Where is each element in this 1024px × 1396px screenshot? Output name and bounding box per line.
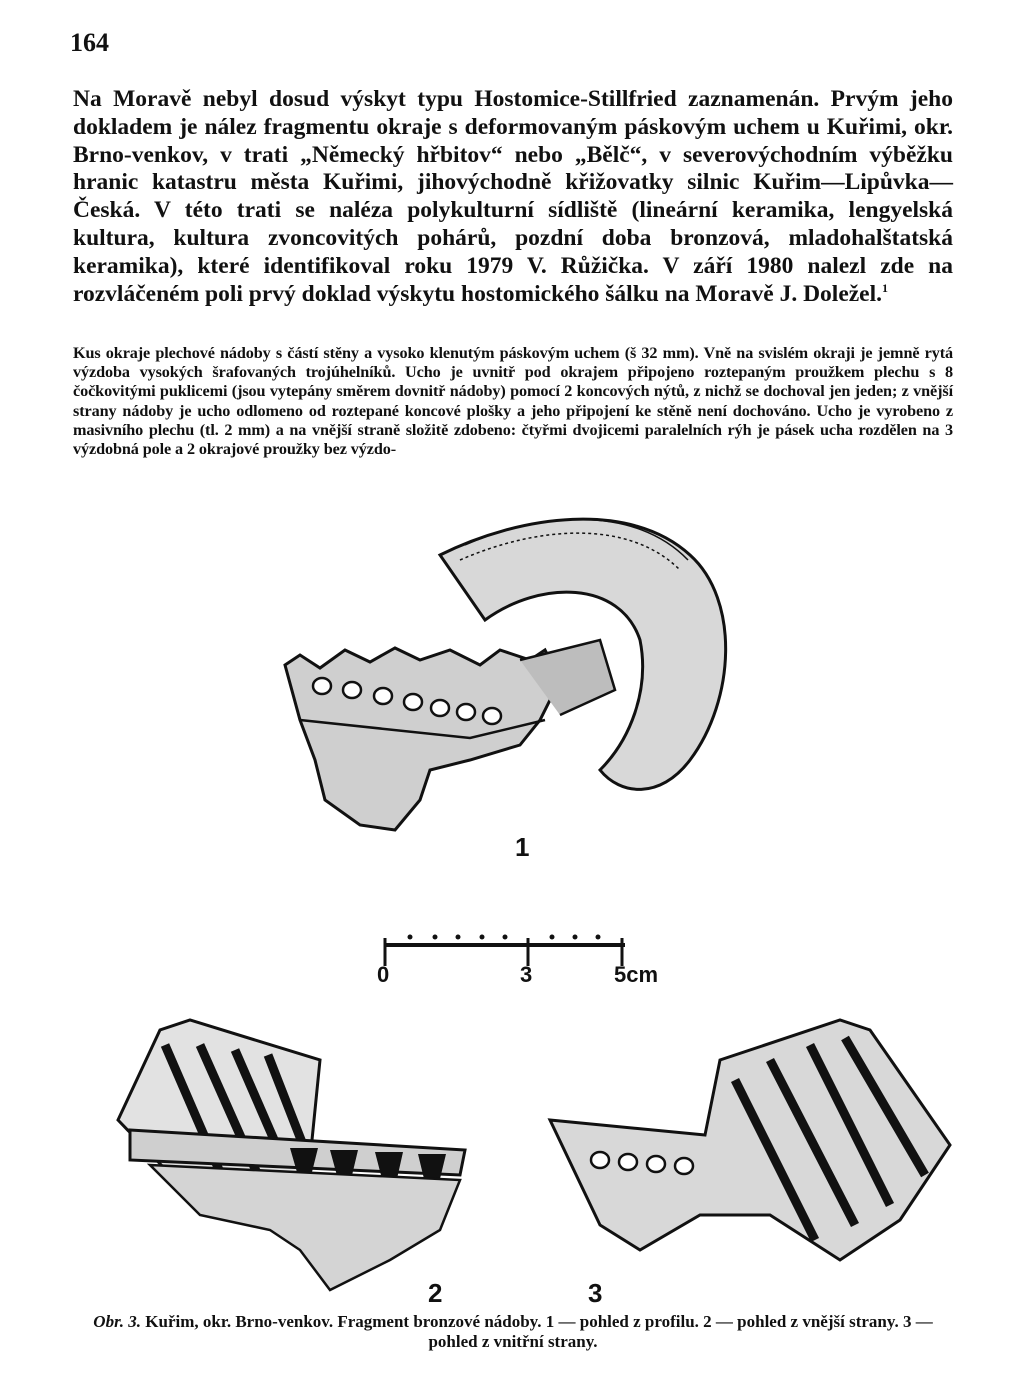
main-paragraph-text: Na Moravě nebyl dosud výskyt typu Hostomice-Stillfried zaznamenán. Prvým jeho dokladem je nález fragmentu okraje s deformovaným páskovým uchem u Kuřimi, okr. Brno-venkov, v trati „Německý hřbitov“ nebo „Bělč“, v severovýchodním výběžku hranic katastru města Kuřimi, jihovýchodně křižovatky silnic Kuřim—Lipůvka—Česká. V této trati se naléza polykulturní sídliště (lineární keramika, lengyelská kultura, kultura zvoncovitých pohárů, pozdní doba bronzová, mladohalštatská keramika), které identifikoval roku 1979 V. Růžička. V září 1980 nalezl zde na rozvláčeném poli prvý doklad výskytu hostomického šálku na Moravě J. Doležel. xyxy=(73,86,953,307)
figure-caption-label: Obr. 3. xyxy=(93,1312,142,1331)
scale-tick-5cm: 5cm xyxy=(614,962,659,987)
figure-caption-text: Kuřim, okr. Brno-venkov. Fragment bronzové nádoby. 1 — pohled z profilu. 2 — pohled z vnější strany. 3 — pohled z vnitřní strany. xyxy=(145,1312,933,1351)
figure-caption xyxy=(73,1312,953,1352)
page-number: 164 xyxy=(70,28,109,57)
artifact-description: Kus okraje plechové nádoby s částí stěny a vysoko klenutým páskovým uchem (š 32 mm). Vně na svislém okraji je jemně rytá výzdoba vysokých šrafovaných trojúhelníků. Ucho je uvnitř pod okrajem připojeno roztepaným proužkem plechu s 8 čočkovitými puklicemi (jsou vytepány směrem dovnitř nádoby) pomocí 2 koncových nýtů, z nichž se dochoval jen jeden; z vnější strany nádoby je ucho odlomeno od roztepané koncové plošky a jeho připojení ke stěně není dochováno. Ucho je vyrobeno z masivního plechu (tl. 2 mm) a na vnější straně složitě zdobeno: čtyřmi dvojicemi paralelních rýh je pásek ucha rozdělen na 3 výzdobná pole a 2 okrajové proužky bez výzdo- xyxy=(73,344,953,459)
footnote-reference: 1 xyxy=(882,280,889,295)
scale-tick-3: 3 xyxy=(520,962,533,987)
figure-label-3: 3 xyxy=(588,1278,603,1308)
figure-label-2: 2 xyxy=(428,1278,443,1308)
figure-label-1: 1 xyxy=(515,832,530,862)
scale-tick-0: 0 xyxy=(377,962,390,987)
